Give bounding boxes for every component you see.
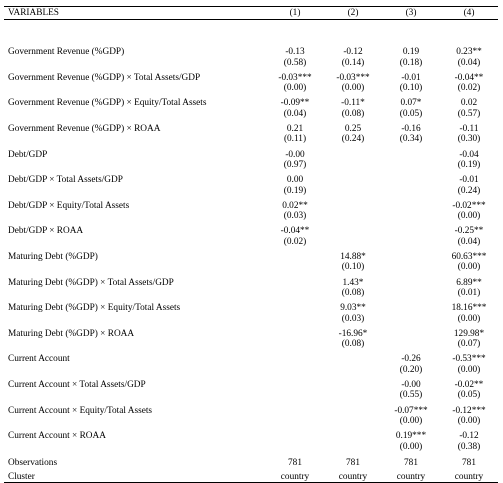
footer-value: 781 xyxy=(288,457,302,468)
standard-error-cell: (0.10) xyxy=(341,262,365,273)
standard-error-row xyxy=(4,365,498,375)
standard-error-row xyxy=(4,390,498,400)
coefficient-cell: -0.25** xyxy=(454,226,484,237)
standard-error-cell: (0.08) xyxy=(341,339,365,350)
standard-error-cell xyxy=(266,416,324,426)
coefficient-row xyxy=(4,247,498,262)
coefficient-cell xyxy=(266,273,324,288)
standard-error-cell: (0.03) xyxy=(283,211,307,222)
standard-error-cell: (0.00) xyxy=(457,415,481,426)
footer-value: country xyxy=(440,468,498,483)
column-header-4: (4) xyxy=(440,7,498,20)
standard-error-label-cell xyxy=(4,83,266,93)
standard-error-cell: (0.55) xyxy=(399,390,423,401)
standard-error-row xyxy=(4,160,498,170)
coefficient-cell xyxy=(382,196,440,211)
coefficient-cell xyxy=(266,298,324,313)
standard-error-cell xyxy=(324,186,382,196)
standard-error-cell: (0.00) xyxy=(457,313,481,324)
standard-error-cell: (0.18) xyxy=(399,57,423,68)
coefficient-cell: -0.13 xyxy=(285,47,305,58)
standard-error-row xyxy=(4,339,498,349)
coefficient-cell xyxy=(382,247,440,262)
variable-label: Maturing Debt (%GDP) xyxy=(8,252,98,263)
footer-value: country xyxy=(324,468,382,483)
coefficient-cell xyxy=(382,298,440,313)
coefficient-row xyxy=(4,221,498,236)
footer-label: Observations xyxy=(8,457,58,468)
variable-label: Current Account × ROAA xyxy=(8,431,106,442)
standard-error-cell xyxy=(266,442,324,452)
standard-error-cell xyxy=(266,339,324,349)
coefficient-cell: 6.89** xyxy=(456,277,482,288)
coefficient-cell: -16.96* xyxy=(338,328,368,339)
coefficient-cell: -0.12 xyxy=(459,431,479,442)
standard-error-row xyxy=(4,186,498,196)
footer-label: Cluster xyxy=(4,468,266,483)
coefficient-cell: 0.21 xyxy=(286,124,304,135)
standard-error-cell xyxy=(382,160,440,170)
coefficient-cell: -0.02** xyxy=(454,380,484,391)
standard-error-cell xyxy=(324,442,382,452)
variable-label: Current Account xyxy=(8,354,70,365)
standard-error-cell xyxy=(266,314,324,324)
coefficient-cell xyxy=(266,375,324,390)
observations-row xyxy=(4,452,498,468)
standard-error-cell: (0.04) xyxy=(457,236,481,247)
variable-label: Debt/GDP xyxy=(8,149,48,160)
variable-label: Government Revenue (%GDP) × ROAA xyxy=(8,124,161,135)
coefficient-row xyxy=(4,375,498,390)
coefficient-cell: 18.16*** xyxy=(451,303,487,314)
standard-error-label-cell xyxy=(4,134,266,144)
standard-error-cell: (0.04) xyxy=(457,57,481,68)
spacer-cell xyxy=(440,20,498,43)
standard-error-cell xyxy=(382,186,440,196)
standard-error-cell: (0.08) xyxy=(341,108,365,119)
coefficient-cell xyxy=(324,170,382,185)
coefficient-cell: 0.19*** xyxy=(395,431,427,442)
coefficient-cell: -0.01 xyxy=(401,72,421,83)
standard-error-cell xyxy=(324,160,382,170)
standard-error-cell: (0.02) xyxy=(283,236,307,247)
standard-error-cell: (0.03) xyxy=(341,313,365,324)
standard-error-label-cell xyxy=(4,390,266,400)
standard-error-label-cell xyxy=(4,186,266,196)
coefficient-cell xyxy=(266,426,324,441)
standard-error-row xyxy=(4,109,498,119)
standard-error-row xyxy=(4,416,498,426)
standard-error-label-cell xyxy=(4,416,266,426)
coefficient-cell xyxy=(324,349,382,364)
coefficient-cell xyxy=(266,247,324,262)
variable-label: Current Account × Equity/Total Assets xyxy=(8,405,153,416)
coefficient-row xyxy=(4,119,498,134)
standard-error-cell: (0.05) xyxy=(399,108,423,119)
variable-label: Maturing Debt (%GDP) × Equity/Total Assets xyxy=(8,303,181,314)
coefficient-cell: -0.00 xyxy=(401,380,421,391)
coefficient-cell: -0.12*** xyxy=(452,405,486,416)
table-body xyxy=(4,20,498,483)
coefficient-cell: -0.01 xyxy=(459,175,479,186)
standard-error-cell xyxy=(266,262,324,272)
coefficient-cell: -0.12 xyxy=(343,47,363,58)
coefficient-cell: -0.00 xyxy=(285,149,305,160)
standard-error-label-cell xyxy=(4,442,266,452)
coefficient-row xyxy=(4,93,498,108)
standard-error-cell: (0.24) xyxy=(457,185,481,196)
coefficient-row xyxy=(4,68,498,83)
standard-error-cell: (0.30) xyxy=(457,134,481,145)
spacer-cell xyxy=(266,20,324,43)
standard-error-cell: (0.00) xyxy=(399,441,423,452)
spacer-cell xyxy=(324,20,382,43)
coefficient-row xyxy=(4,401,498,416)
standard-error-row xyxy=(4,134,498,144)
coefficient-cell xyxy=(382,324,440,339)
standard-error-cell: (0.00) xyxy=(341,83,365,94)
coefficient-cell: -0.26 xyxy=(401,354,421,365)
standard-error-label-cell xyxy=(4,109,266,119)
standard-error-cell: (0.00) xyxy=(283,83,307,94)
coefficient-cell: 0.25 xyxy=(344,124,362,135)
table-header-row xyxy=(4,7,498,20)
table-spacer-row xyxy=(4,20,498,43)
spacer-cell xyxy=(4,20,266,43)
coefficient-row xyxy=(4,349,498,364)
coefficient-cell: -0.16 xyxy=(401,124,421,135)
standard-error-cell: (0.07) xyxy=(457,339,481,350)
coefficient-cell: -0.11* xyxy=(341,98,365,109)
standard-error-row xyxy=(4,83,498,93)
coefficient-cell xyxy=(266,349,324,364)
standard-error-row xyxy=(4,237,498,247)
coefficient-cell xyxy=(382,170,440,185)
coefficient-cell: -0.07*** xyxy=(394,405,428,416)
coefficient-cell: 9.03** xyxy=(340,303,366,314)
variable-label: Maturing Debt (%GDP) × Total Assets/GDP xyxy=(8,277,174,288)
coefficient-cell: -0.04 xyxy=(459,149,479,160)
standard-error-label-cell xyxy=(4,58,266,68)
coefficient-cell: 14.88* xyxy=(340,252,366,263)
variable-label: Debt/GDP × ROAA xyxy=(8,226,84,237)
standard-error-row xyxy=(4,58,498,68)
standard-error-cell: (0.00) xyxy=(457,211,481,222)
standard-error-label-cell xyxy=(4,339,266,349)
footer-value: 781 xyxy=(462,457,476,468)
coefficient-cell: -0.03*** xyxy=(278,72,312,83)
coefficient-cell xyxy=(382,273,440,288)
standard-error-cell xyxy=(382,237,440,247)
standard-error-cell: (0.34) xyxy=(399,134,423,145)
standard-error-cell: (0.11) xyxy=(283,134,307,145)
regression-table xyxy=(4,6,498,483)
coefficient-cell xyxy=(324,426,382,441)
standard-error-row xyxy=(4,211,498,221)
coefficient-cell xyxy=(382,221,440,236)
standard-error-cell xyxy=(382,262,440,272)
standard-error-cell xyxy=(382,211,440,221)
standard-error-cell: (0.02) xyxy=(457,83,481,94)
standard-error-cell: (0.01) xyxy=(457,287,481,298)
variable-label: Maturing Debt (%GDP) × ROAA xyxy=(8,328,135,339)
coefficient-row xyxy=(4,196,498,211)
standard-error-cell xyxy=(324,390,382,400)
coefficient-row xyxy=(4,324,498,339)
standard-error-cell: (0.00) xyxy=(457,364,481,375)
standard-error-cell: (0.08) xyxy=(341,287,365,298)
coefficient-cell: -0.53*** xyxy=(452,354,486,365)
coefficient-cell: 1.43* xyxy=(342,277,364,288)
coefficient-cell: -0.11 xyxy=(459,124,479,135)
coefficient-cell: -0.03*** xyxy=(336,72,370,83)
variable-label: Debt/GDP × Equity/Total Assets xyxy=(8,200,130,211)
standard-error-row xyxy=(4,262,498,272)
standard-error-row xyxy=(4,442,498,452)
standard-error-label-cell xyxy=(4,262,266,272)
coefficient-row xyxy=(4,298,498,313)
coefficient-cell xyxy=(324,375,382,390)
standard-error-cell: (0.10) xyxy=(399,83,423,94)
standard-error-cell: (0.05) xyxy=(457,390,481,401)
coefficient-cell xyxy=(324,221,382,236)
coefficient-row xyxy=(4,145,498,160)
coefficient-cell: 0.02** xyxy=(282,200,308,211)
coefficient-cell xyxy=(324,145,382,160)
coefficient-cell xyxy=(324,401,382,416)
coefficient-cell xyxy=(382,145,440,160)
coefficient-cell: 0.19 xyxy=(402,47,420,58)
coefficient-cell xyxy=(266,324,324,339)
standard-error-row xyxy=(4,314,498,324)
coefficient-cell: -0.09** xyxy=(280,98,310,109)
standard-error-cell: (0.97) xyxy=(283,159,307,170)
standard-error-cell: (0.20) xyxy=(399,364,423,375)
coefficient-cell: -0.02*** xyxy=(452,200,486,211)
footer-value: country xyxy=(382,468,440,483)
standard-error-cell: (0.14) xyxy=(341,57,365,68)
standard-error-label-cell xyxy=(4,314,266,324)
coefficient-cell: 60.63*** xyxy=(451,252,487,263)
variable-label: Government Revenue (%GDP) xyxy=(8,47,125,58)
standard-error-label-cell xyxy=(4,211,266,221)
standard-error-cell xyxy=(324,416,382,426)
standard-error-cell: (0.19) xyxy=(283,185,307,196)
standard-error-label-cell xyxy=(4,365,266,375)
variable-label: Government Revenue (%GDP) × Total Assets/GDP xyxy=(8,72,201,83)
coefficient-cell: 0.02 xyxy=(460,98,478,109)
standard-error-cell xyxy=(324,365,382,375)
column-header-1: (1) xyxy=(266,7,324,20)
standard-error-cell xyxy=(324,211,382,221)
standard-error-cell: (0.04) xyxy=(283,108,307,119)
standard-error-cell xyxy=(324,237,382,247)
standard-error-label-cell xyxy=(4,160,266,170)
standard-error-cell: (0.24) xyxy=(341,134,365,145)
standard-error-cell xyxy=(382,288,440,298)
footer-value: 781 xyxy=(346,457,360,468)
coefficient-cell: 0.00 xyxy=(286,175,304,186)
variables-header: VARIABLES xyxy=(4,7,266,20)
standard-error-cell: (0.00) xyxy=(457,262,481,273)
standard-error-cell: (0.38) xyxy=(457,441,481,452)
variable-label: Debt/GDP × Total Assets/GDP xyxy=(8,175,123,186)
footer-value: 781 xyxy=(404,457,418,468)
coefficient-cell: -0.04** xyxy=(454,72,484,83)
coefficient-cell xyxy=(266,401,324,416)
column-header-2: (2) xyxy=(324,7,382,20)
standard-error-cell: (0.57) xyxy=(457,108,481,119)
standard-error-cell: (0.58) xyxy=(283,57,307,68)
standard-error-row xyxy=(4,288,498,298)
standard-error-cell: (0.19) xyxy=(457,159,481,170)
coefficient-row xyxy=(4,273,498,288)
variable-label: Government Revenue (%GDP) × Equity/Total Assets xyxy=(8,98,207,109)
coefficient-row xyxy=(4,426,498,441)
standard-error-label-cell xyxy=(4,237,266,247)
coefficient-cell: 129.98* xyxy=(453,328,485,339)
standard-error-cell: (0.00) xyxy=(399,415,423,426)
variable-label: Current Account × Total Assets/GDP xyxy=(8,380,146,391)
standard-error-cell xyxy=(382,314,440,324)
coefficient-cell: 0.07* xyxy=(400,98,422,109)
column-header-3: (3) xyxy=(382,7,440,20)
standard-error-cell xyxy=(266,390,324,400)
cluster-row xyxy=(4,468,498,483)
standard-error-cell xyxy=(382,339,440,349)
coefficient-cell: 0.23** xyxy=(456,47,482,58)
standard-error-label-cell xyxy=(4,288,266,298)
footer-value: country xyxy=(266,468,324,483)
standard-error-cell xyxy=(266,365,324,375)
coefficient-row xyxy=(4,42,498,57)
coefficient-cell: -0.04** xyxy=(280,226,310,237)
spacer-cell xyxy=(382,20,440,43)
coefficient-row xyxy=(4,170,498,185)
standard-error-cell xyxy=(266,288,324,298)
coefficient-cell xyxy=(324,196,382,211)
